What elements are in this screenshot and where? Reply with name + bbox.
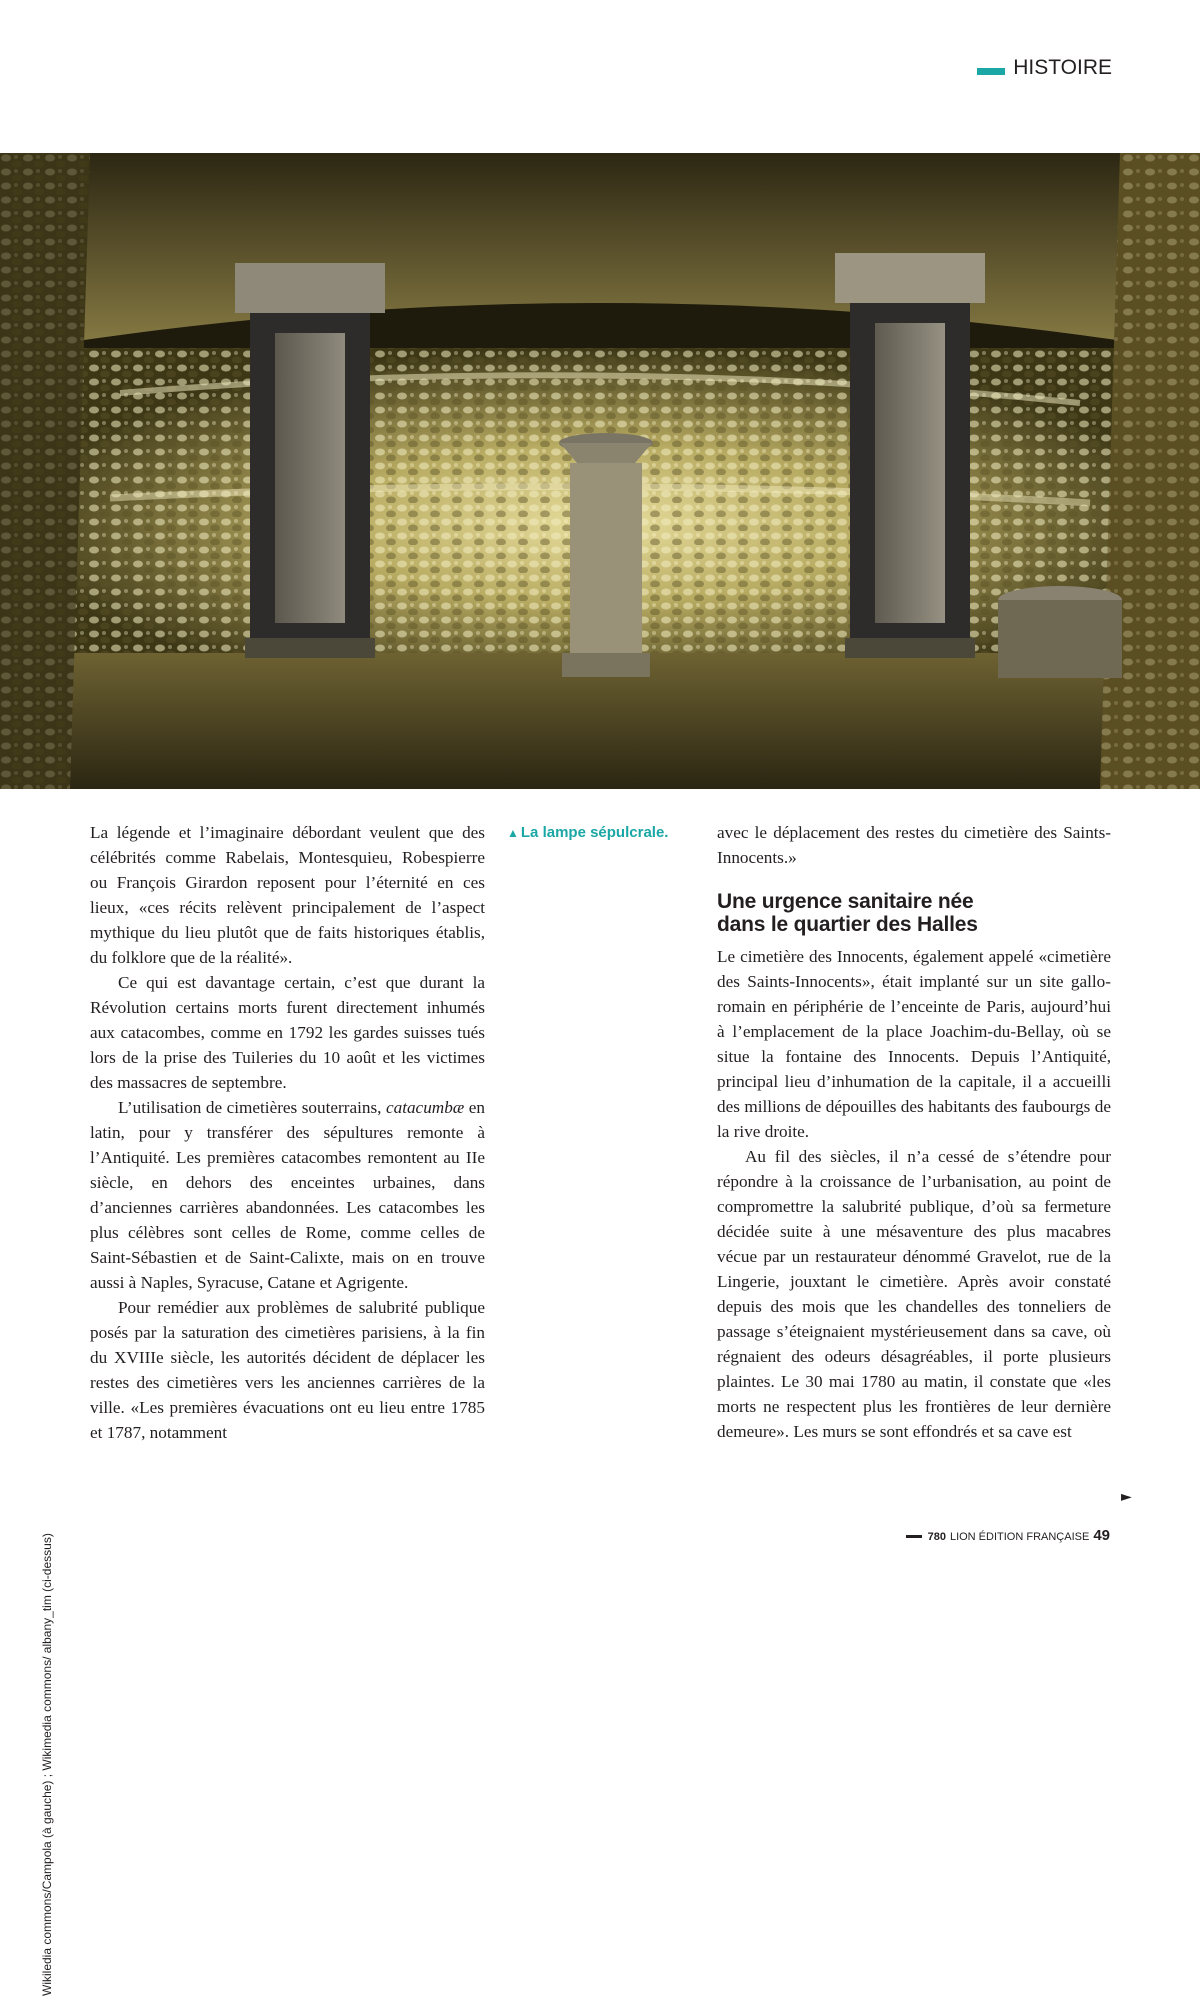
subheading-line: dans le quartier des Halles [717,913,978,936]
continue-arrow-icon: ► [1121,1489,1132,1505]
paragraph: Ce qui est davantage certain, c’est que durant la Révolution certains morts furent directement inhumés aux catacombes, comme en 1792 les gardes suisses tués lors de la prise des Tuileries du 10 août et les victimes des massacres de septembre. [90,973,485,1092]
section-label: HISTOIRE [1013,56,1112,79]
section-accent-bar [977,68,1005,75]
paragraph: avec le déplacement des restes du cimetière des Saints-Innocents.» [717,823,1111,867]
catacombs-illustration [0,153,1200,789]
page-number: 49 [1093,1527,1110,1544]
paragraph: Le cimetière des Innocents, également appelé «cimetière des Saints-Innocents», était implanté sur un site gallo-romain en périphérie de l’enceinte de Paris, aujourd’hui à l’emplacement de la place Joachim-du-Bellay, où se situe la fontaine des Innocents. Depuis l’Antiquité, principal lieu d’inhumation de la capitale, il a accueilli des millions de dépouilles des habitants des faubourgs de la rive droite. [717,947,1111,1141]
subheading [717,890,1111,936]
footer-bar [906,1535,922,1538]
subheading-line: Une urgence sanitaire née [717,890,974,913]
page-footer [906,1527,1110,1544]
caption-text: La lampe sépulcrale. [520,824,669,841]
paragraph: La légende et l’imaginaire débordant veulent que des célébrités comme Rabelais, Montesquieu, Robespierre ou François Girardon reposent pour l’éternité en ces lieux, «ces récits relèvent principalement de l’aspect mythique du lieu plutôt que de faits historiques établis, du folklore que de la réalité». [90,823,485,967]
paragraph [90,1095,485,1295]
paragraph: Pour remédier aux problèmes de salubrité publique posés par la saturation des cimetières parisiens, à la fin du XVIIIe siècle, les autorités décident de déplacer les restes des cimetières vers les anciennes carrières de la ville. «Les premières évacuations ont eu lieu entre 1785 et 1787, notamment [90,1298,485,1442]
text-run: en latin, pour y transférer des sépultures remonte à l’Antiquité. Les premières catacombes remontent au IIe siècle, en dehors des enceintes urbaines, dans d’anciennes carrières abandonnées. Les catacombes les plus célèbres sont celles de Rome, comme celles de Saint-Sébastien et de Saint-Calixte, mais on en trouve aussi à Naples, Syracuse, Catane et Agrigente. [90,1098,485,1292]
caption-triangle-icon: ▲ [507,826,519,840]
section-tag [977,56,1112,80]
photo-caption [507,824,668,841]
publication-name: LION ÉDITION FRANÇAISE [949,1531,1090,1543]
paragraph: Au fil des siècles, il n’a cessé de s’étendre pour répondre à la croissance de l’urbanisation, au point de compromettre la salubrité publique, d’où sa fermeture décidée suite à une mésaventure des plus macabres vécue par un restaurateur dénommé Gravelot, rue de la Lingerie, jouxtant le cimetière. Après avoir constaté depuis des mois que les chandelles des tonneliers de passage s’éteignaient mystérieusement dans sa cave, où régnaient des odeurs désagréables, il porte plusieurs plaintes. Le 30 mai 1780 au matin, il constate que «les morts ne respectent plus les frontières de leur dernière demeure». Les murs se sont effondrés et sa cave est [717,1147,1111,1441]
photo-credit: Wikiledia commons/Campola (à gauche) ; Wikimedia commons/ albany_tim (ci-dessus) [40,1533,54,1996]
issue-number: 780 [927,1531,946,1543]
left-column [90,820,485,1445]
latin-term: catacumbæ [385,1098,465,1117]
text-run: L’utilisation de cimetières souterrains, [118,1098,386,1117]
right-column [717,820,1111,1444]
catacombs-photo [0,153,1200,789]
